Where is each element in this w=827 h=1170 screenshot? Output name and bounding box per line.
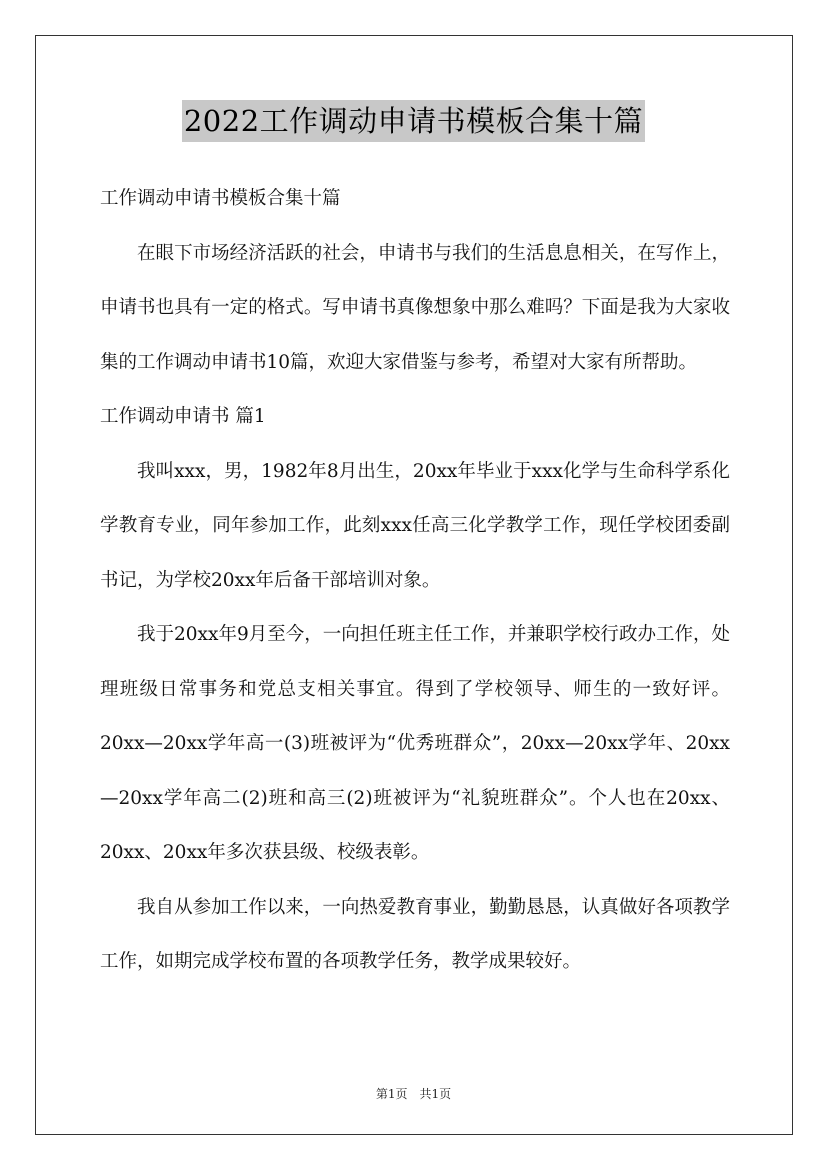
document-body: [100, 172, 730, 990]
title-container: [0, 100, 827, 142]
section-paragraph-1: 我叫xxx，男，1982年8月出生，20xx年毕业于xxx化学与生命科学系化学教育专业，同年参加工作，此刻xxx任高三化学教学工作，现任学校团委副书记，为学校20xx年后备干部培训对象。: [100, 460, 730, 591]
section-paragraph-2: 我于20xx年9月至今，一向担任班主任工作，并兼职学校行政办工作，处理班级日常事务和党总支相关事宜。得到了学校领导、师生的一致好评。20xx—20xx学年高一(3)班被评为“优秀班群众”，20xx—20xx学年、20xx—20xx学年高二(2)班和高三(2)班被评为“礼貌班群众”。个人也在20xx、20xx、20xx年多次获县级、校级表彰。: [100, 624, 730, 863]
section-paragraph-3: 我自从参加工作以来，一向热爱教育事业，勤勤恳恳，认真做好各项教学工作，如期完成学校布置的各项教学任务，教学成果较好。: [100, 896, 730, 972]
document-title: 2022工作调动申请书模板合集十篇: [182, 100, 645, 142]
section-heading: 工作调动申请书 篇1: [100, 406, 266, 427]
document-subtitle: 工作调动申请书模板合集十篇: [100, 188, 341, 209]
intro-paragraph: 在眼下市场经济活跃的社会，申请书与我们的生活息息相关，在写作上，申请书也具有一定的格式。写申请书真像想象中那么难吗？下面是我为大家收集的工作调动申请书10篇，欢迎大家借鉴与参考，希望对大家有所帮助。: [100, 242, 730, 373]
page-number-footer: 第1页 共1页: [375, 1087, 452, 1101]
